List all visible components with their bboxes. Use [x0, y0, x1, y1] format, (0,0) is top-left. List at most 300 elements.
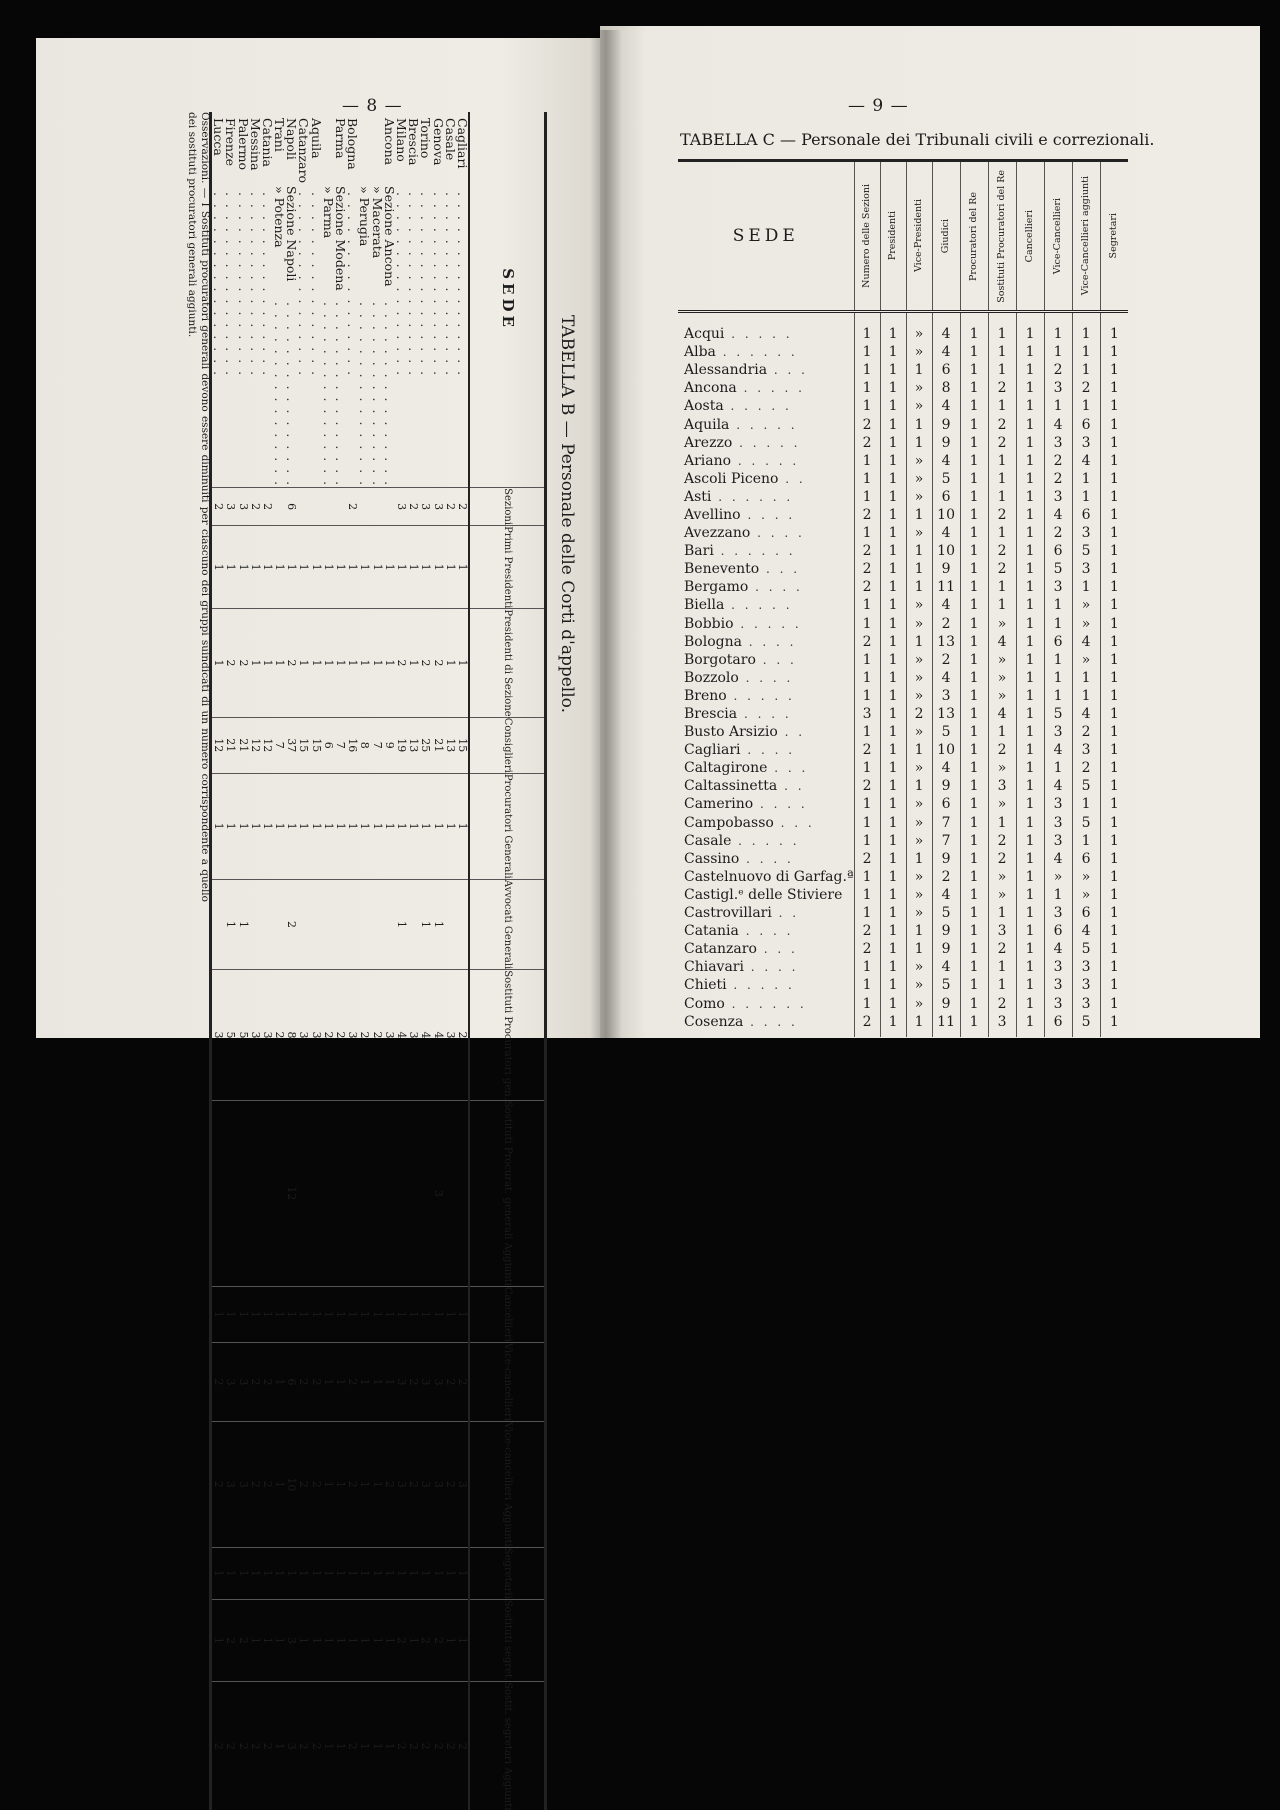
sede-cell — [678, 578, 854, 596]
sede-name: Aquila — [684, 416, 730, 433]
sede-cell — [678, 886, 854, 904]
table-cell: 1 — [854, 994, 880, 1012]
leader-dots: . . . . — [738, 924, 794, 939]
table-cell: 1 — [1072, 312, 1100, 344]
leader-dots: . . . . — [739, 851, 794, 866]
sede-cell — [678, 759, 854, 777]
table-cell: 2 — [261, 1422, 273, 1548]
table-cell: 1 — [1016, 795, 1044, 813]
table-cell: 3 — [1072, 994, 1100, 1012]
table-c-col-header — [854, 161, 880, 312]
table-cell: 1 — [419, 1286, 431, 1342]
table-row — [678, 470, 1128, 488]
table-cell: 1 — [880, 596, 906, 614]
table-cell — [407, 1100, 419, 1286]
table-cell: 1 — [1100, 777, 1128, 795]
table-cell: 1 — [988, 596, 1016, 614]
table-cell: 1 — [1100, 723, 1128, 741]
sede-sub: » Perugia — [357, 186, 373, 247]
sede-cell — [678, 904, 854, 922]
table-cell: 1 — [407, 1286, 419, 1342]
table-cell: 1 — [1044, 687, 1072, 705]
table-cell: 1 — [395, 1286, 407, 1342]
table-cell: 4 — [1072, 452, 1100, 470]
table-cell: 1 — [224, 526, 236, 609]
sede-name: Bobbio — [684, 615, 734, 632]
leader-dots: . . . . . . . . . . . . . . . . — [418, 186, 434, 378]
table-cell: 3 — [346, 970, 358, 1101]
leader-dots: . . . . . . . . . . . . . . . . — [296, 186, 312, 378]
sede-name: Casale — [442, 118, 458, 161]
table-cell: 2 — [261, 1342, 273, 1421]
table-cell: » — [1072, 886, 1100, 904]
table-cell: 3 — [431, 488, 443, 526]
table-cell: 1 — [880, 343, 906, 361]
sede-name: Brescia — [406, 118, 422, 166]
table-cell: 2 — [395, 1682, 407, 1810]
table-cell: 2 — [988, 994, 1016, 1012]
table-cell: 2 — [322, 970, 334, 1101]
table-cell: 2 — [407, 1342, 419, 1421]
table-cell: 7 — [371, 717, 383, 773]
table-cell: 1 — [880, 361, 906, 379]
table-row — [678, 669, 1128, 687]
table-cell: » — [906, 886, 932, 904]
sede-sub: Sezione Napoli — [284, 186, 300, 282]
table-cell: 2 — [297, 1682, 309, 1810]
table-cell: 1 — [1072, 343, 1100, 361]
leader-dots: . . . . . . . . . . . . . . . . — [393, 186, 409, 378]
table-cell: 1 — [322, 1342, 334, 1421]
table-cell: » — [1072, 868, 1100, 886]
table-cell: 1 — [322, 773, 334, 879]
leader-dots: . . . . . . . . . . . . . . . . — [284, 296, 300, 488]
sede-sub: Sezione Ancona — [381, 186, 397, 287]
leader-dots: . . . . — [740, 743, 796, 758]
table-cell: 1 — [407, 1547, 419, 1599]
table-cell: 1 — [1100, 415, 1128, 433]
table-cell: 1 — [1016, 832, 1044, 850]
leader-dots: . . . . — [753, 797, 808, 812]
table-cell: 9 — [932, 777, 960, 795]
table-cell: 1 — [236, 1547, 248, 1599]
table-cell: 1 — [444, 773, 456, 879]
table-cell: 2 — [854, 777, 880, 795]
table-cell: 4 — [932, 397, 960, 415]
table-c-col-label: Presidenti — [886, 211, 898, 261]
table-cell: 9 — [932, 560, 960, 578]
table-cell: 1 — [1100, 687, 1128, 705]
table-cell: 6 — [285, 1342, 297, 1421]
table-cell: 1 — [371, 1422, 383, 1548]
table-cell: 1 — [322, 526, 334, 609]
table-cell: 4 — [932, 343, 960, 361]
table-cell: 1 — [383, 1682, 395, 1810]
table-cell: 1 — [310, 1286, 322, 1342]
table-cell: 2 — [224, 1599, 236, 1681]
table-cell: 1 — [960, 312, 988, 344]
table-cell: 4 — [1044, 777, 1072, 795]
table-cell: 1 — [1016, 940, 1044, 958]
table-cell: 1 — [1016, 651, 1044, 669]
leader-dots: . . . . . . . . . . . . . . . . — [272, 296, 288, 488]
table-cell: » — [906, 976, 932, 994]
table-cell: 5 — [932, 904, 960, 922]
table-cell: 1 — [273, 1599, 285, 1681]
table-b-col-header: Sostituti segret. — [469, 1599, 546, 1681]
leader-dots: . . . . . — [732, 435, 801, 450]
table-cell: 1 — [1100, 850, 1128, 868]
table-cell: 2 — [236, 1682, 248, 1810]
table-b-col-header: Vice-cancellieri — [469, 1342, 546, 1421]
table-cell: » — [988, 669, 1016, 687]
table-row — [678, 994, 1128, 1012]
table-cell: 1 — [960, 759, 988, 777]
table-cell: » — [906, 687, 932, 705]
table-cell: 2 — [1044, 452, 1072, 470]
table-cell: 2 — [334, 970, 346, 1101]
table-cell: 1 — [880, 560, 906, 578]
table-c-col-header — [988, 161, 1016, 312]
table-cell: 1 — [1016, 361, 1044, 379]
table-cell: 1 — [960, 651, 988, 669]
table-cell: 1 — [906, 434, 932, 452]
table-cell: 1 — [854, 958, 880, 976]
table-cell: 1 — [960, 470, 988, 488]
table-c-col-header — [1044, 161, 1072, 312]
table-cell: 2 — [988, 940, 1016, 958]
table-b — [209, 112, 547, 1810]
table-cell: 1 — [906, 940, 932, 958]
table-cell — [419, 1100, 431, 1286]
table-cell: 1 — [334, 526, 346, 609]
table-cell: 1 — [854, 669, 880, 687]
leader-dots: . . . . . . . . . . . . . . . . — [333, 296, 349, 488]
leader-dots: . . . . . — [724, 598, 793, 613]
table-cell: » — [988, 795, 1016, 813]
table-cell: 2 — [371, 970, 383, 1101]
table-cell: 2 — [395, 609, 407, 717]
table-cell: 2 — [346, 1422, 358, 1548]
leader-dots: . . . . . . . . . . . . . . . . — [308, 186, 324, 378]
table-cell: 6 — [1044, 922, 1072, 940]
table-cell: 1 — [880, 312, 906, 344]
sede-name: Brescia — [684, 706, 738, 723]
table-cell — [358, 488, 370, 526]
table-cell: 2 — [383, 1422, 395, 1548]
table-cell: 2 — [854, 1013, 880, 1037]
sede-cell — [211, 112, 225, 488]
table-cell: 1 — [1100, 361, 1128, 379]
sede-name: Avellino — [684, 506, 741, 523]
table-cell: 1 — [1016, 922, 1044, 940]
table-cell: » — [906, 958, 932, 976]
table-cell: 1 — [854, 615, 880, 633]
table-row — [678, 904, 1128, 922]
leader-dots: . . — [777, 725, 806, 740]
table-cell: 1 — [960, 904, 988, 922]
sede-name: Catanzaro — [296, 118, 312, 184]
table-cell: 1 — [960, 615, 988, 633]
table-cell: 5 — [932, 470, 960, 488]
leader-dots: . . . . . . — [713, 544, 796, 559]
table-cell: 1 — [960, 578, 988, 596]
table-cell: 2 — [1072, 759, 1100, 777]
table-b-col-header: Cancellieri — [469, 1286, 546, 1342]
table-cell: 1 — [988, 343, 1016, 361]
table-cell: 1 — [906, 741, 932, 759]
table-cell: 2 — [249, 1342, 261, 1421]
table-cell: 1 — [960, 976, 988, 994]
sede-cell — [678, 1013, 854, 1037]
sede-name: Ariano — [684, 452, 732, 469]
table-cell: 1 — [249, 1547, 261, 1599]
table-cell: 1 — [960, 868, 988, 886]
table-cell: 1 — [261, 609, 273, 717]
leader-dots: . . . . — [743, 960, 799, 975]
table-cell: » — [906, 470, 932, 488]
table-cell: 1 — [854, 759, 880, 777]
table-cell — [297, 488, 309, 526]
table-row — [678, 596, 1128, 614]
table-cell: 3 — [407, 970, 419, 1101]
table-cell — [322, 879, 334, 970]
table-cell: 1 — [431, 1286, 443, 1342]
table-cell: 6 — [932, 795, 960, 813]
table-cell: 1 — [273, 773, 285, 879]
table-cell — [395, 1100, 407, 1286]
leader-dots: . . . . . . . . . . . . . . . . — [247, 186, 263, 378]
table-cell: 1 — [261, 773, 273, 879]
leader-dots: . . . . . — [733, 616, 802, 631]
table-cell: 1 — [1016, 705, 1044, 723]
table-cell: 1 — [1016, 397, 1044, 415]
table-cell: 1 — [456, 1547, 469, 1599]
table-cell: 1 — [1100, 651, 1128, 669]
table-cell: 1 — [1016, 633, 1044, 651]
table-cell: 1 — [407, 609, 419, 717]
table-cell: 1 — [1016, 415, 1044, 433]
leader-dots: . . . . . . — [724, 996, 807, 1011]
table-cell: 2 — [854, 922, 880, 940]
table-cell: 1 — [1100, 868, 1128, 886]
sede-name: Bari — [684, 543, 714, 560]
table-cell: 4 — [431, 970, 443, 1101]
table-b-col-header: Segretarii — [469, 1547, 546, 1599]
sede-cell — [678, 958, 854, 976]
table-cell — [456, 1100, 469, 1286]
table-cell: 1 — [211, 609, 225, 717]
table-cell: 1 — [273, 1422, 285, 1548]
table-cell — [346, 879, 358, 970]
table-cell: 5 — [1072, 542, 1100, 560]
table-cell: 2 — [407, 1422, 419, 1548]
table-cell: 1 — [960, 379, 988, 397]
table-cell: 2 — [261, 488, 273, 526]
table-cell: 1 — [285, 773, 297, 879]
table-cell: » — [906, 795, 932, 813]
table-cell: » — [906, 524, 932, 542]
table-b-rotated — [167, 112, 577, 1810]
table-cell: 2 — [854, 542, 880, 560]
table-row — [456, 112, 469, 1810]
table-cell: 2 — [419, 1599, 431, 1681]
table-cell: 1 — [880, 488, 906, 506]
table-cell: 1 — [854, 379, 880, 397]
table-cell: » — [1072, 651, 1100, 669]
table-cell: 1 — [334, 1342, 346, 1421]
table-cell: 3 — [395, 1422, 407, 1548]
table-cell: 1 — [334, 773, 346, 879]
table-cell: 3 — [1044, 578, 1072, 596]
leader-dots: . . . . — [750, 526, 805, 541]
table-cell: 6 — [1072, 415, 1100, 433]
table-cell: 1 — [1100, 904, 1128, 922]
table-cell: 4 — [988, 633, 1016, 651]
table-cell: 1 — [960, 343, 988, 361]
table-cell: 1 — [960, 524, 988, 542]
table-cell: 1 — [236, 526, 248, 609]
table-cell: 2 — [1044, 524, 1072, 542]
table-cell: 1 — [236, 773, 248, 879]
table-cell: 1 — [988, 524, 1016, 542]
table-cell: 1 — [1100, 958, 1128, 976]
table-cell: 1 — [960, 687, 988, 705]
sede-cell — [678, 940, 854, 958]
table-cell: 1 — [880, 669, 906, 687]
table-cell: 1 — [1100, 397, 1128, 415]
table-cell: 1 — [988, 488, 1016, 506]
table-cell: 5 — [932, 976, 960, 994]
table-cell: 3 — [1072, 434, 1100, 452]
table-cell: 1 — [960, 560, 988, 578]
table-row — [678, 524, 1128, 542]
table-cell: 2 — [310, 1342, 322, 1421]
table-cell: 1 — [383, 1599, 395, 1681]
leader-dots: . . . . . — [726, 688, 795, 703]
table-cell: 9 — [932, 940, 960, 958]
table-cell: 1 — [383, 609, 395, 717]
table-cell: 4 — [932, 886, 960, 904]
table-row — [211, 112, 225, 1810]
table-cell: 1 — [906, 578, 932, 596]
table-row — [678, 434, 1128, 452]
leader-dots: . . . . . . . . . . . . . . . . — [320, 296, 336, 488]
leader-dots: . . . . . . . . . . . . . . . . — [454, 186, 470, 378]
table-cell: 1 — [960, 705, 988, 723]
table-cell: 25 — [419, 717, 431, 773]
table-cell: 1 — [906, 361, 932, 379]
table-cell: 1 — [358, 609, 370, 717]
leader-dots: . . . . — [743, 1014, 798, 1029]
table-cell: 1 — [1100, 1013, 1128, 1037]
table-row — [678, 850, 1128, 868]
table-cell: 3 — [1072, 958, 1100, 976]
sede-name: Cosenza — [684, 1013, 744, 1030]
table-row — [678, 705, 1128, 723]
table-cell: » — [988, 651, 1016, 669]
table-c — [678, 159, 1128, 1037]
table-cell — [358, 1100, 370, 1286]
table-cell: 3 — [988, 1013, 1016, 1037]
table-cell: 1 — [1016, 560, 1044, 578]
table-cell: 2 — [932, 651, 960, 669]
table-cell: » — [906, 868, 932, 886]
table-cell: 9 — [932, 415, 960, 433]
sede-cell — [678, 542, 854, 560]
table-cell: 1 — [1100, 452, 1128, 470]
table-cell: 1 — [906, 922, 932, 940]
table-cell: 1 — [988, 397, 1016, 415]
sede-name: Catanzaro — [684, 941, 757, 958]
table-cell: 1 — [456, 526, 469, 609]
table-cell: 1 — [1016, 777, 1044, 795]
table-cell: 10 — [932, 741, 960, 759]
table-cell: 13 — [932, 705, 960, 723]
table-c-col-header — [906, 161, 932, 312]
table-cell: 1 — [906, 506, 932, 524]
table-cell: 1 — [322, 1682, 334, 1810]
table-cell: 2 — [932, 615, 960, 633]
leader-dots: . . . . . . — [711, 489, 794, 504]
sede-cell — [678, 615, 854, 633]
leader-dots: . . . . . — [736, 381, 805, 396]
table-cell: 1 — [880, 379, 906, 397]
table-cell: 5 — [236, 970, 248, 1101]
table-cell: 1 — [854, 397, 880, 415]
table-cell: 1 — [906, 415, 932, 433]
table-cell: 1 — [456, 1286, 469, 1342]
table-cell: » — [906, 596, 932, 614]
sede-name: Casale — [684, 832, 732, 849]
table-cell: 1 — [358, 526, 370, 609]
table-cell: 1 — [960, 832, 988, 850]
table-cell: 3 — [236, 1422, 248, 1548]
sede-name: Biella — [684, 597, 725, 614]
table-cell: 1 — [1044, 759, 1072, 777]
table-cell: 3 — [431, 1100, 443, 1286]
table-cell: 4 — [932, 759, 960, 777]
table-c-col-label: Numero delle Sezioni — [860, 184, 872, 288]
table-c-col-header — [932, 161, 960, 312]
table-cell: 1 — [236, 879, 248, 970]
table-row — [678, 560, 1128, 578]
table-cell: 3 — [383, 970, 395, 1101]
sede-name: Catania — [259, 118, 275, 167]
sede-cell — [678, 452, 854, 470]
table-cell: 1 — [854, 452, 880, 470]
table-cell: » — [906, 759, 932, 777]
table-cell: 1 — [854, 343, 880, 361]
table-cell: 1 — [880, 832, 906, 850]
table-cell: 1 — [1100, 741, 1128, 759]
leader-dots: . . . — [756, 942, 798, 957]
leader-dots: . . . . . . . . . . . . . . . . — [223, 186, 239, 378]
table-cell: 1 — [334, 1682, 346, 1810]
table-c-col-label: Vice-Cancellieri aggiunti — [1079, 176, 1091, 296]
table-cell — [310, 1100, 322, 1286]
sede-name: Benevento — [684, 561, 760, 578]
table-cell: 3 — [1072, 741, 1100, 759]
table-cell: 1 — [1044, 886, 1072, 904]
table-cell: 2 — [407, 488, 419, 526]
table-cell: 10 — [285, 1422, 297, 1548]
table-cell: 3 — [1044, 904, 1072, 922]
table-cell: 4 — [1044, 415, 1072, 433]
table-cell: 2 — [419, 609, 431, 717]
table-cell: 1 — [273, 1547, 285, 1599]
table-cell: 1 — [1072, 361, 1100, 379]
